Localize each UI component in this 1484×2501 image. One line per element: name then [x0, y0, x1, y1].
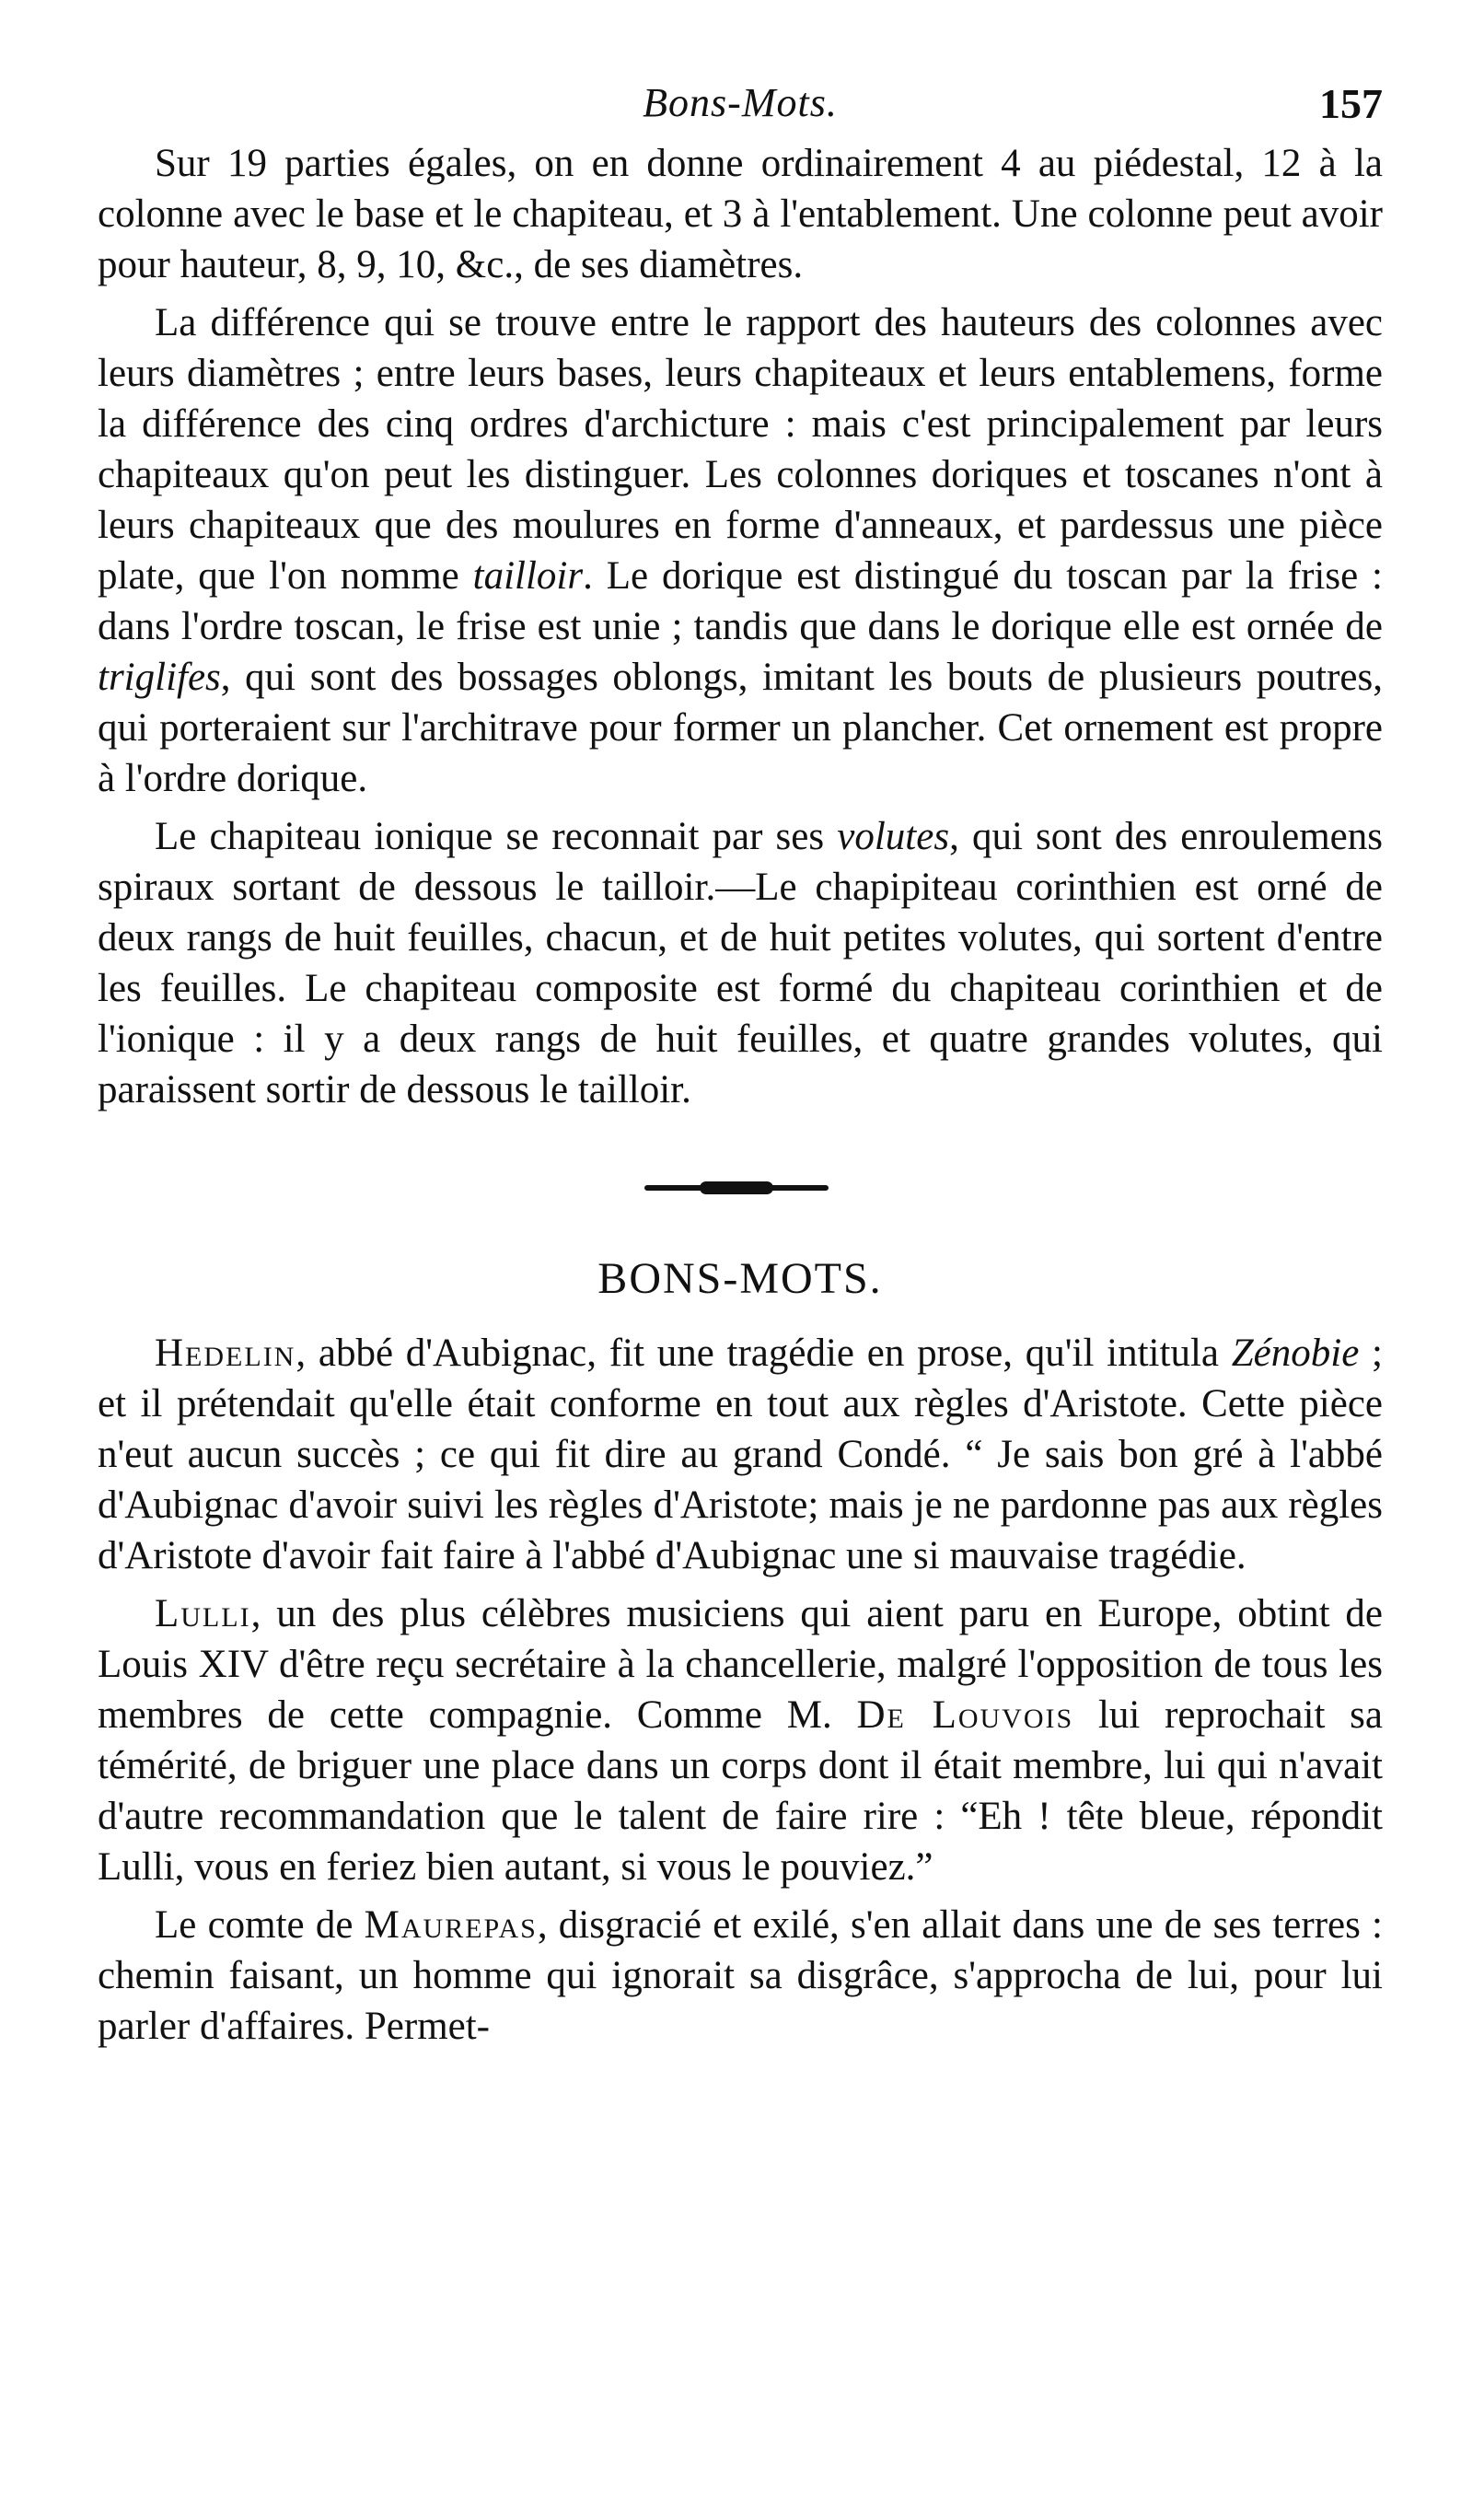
- italic-term-volutes: volutes: [837, 815, 950, 858]
- name-maurepas: Maurepas: [364, 1903, 538, 1947]
- italic-title-zenobie: Zénobie: [1231, 1332, 1360, 1375]
- paragraph-text: , qui sont des bossages oblongs, imitant les bouts de plusieurs poutres, qui porteraient sur l'architrave pour former un plancher. Cet ornement est propre à l'ordre dorique.: [98, 656, 1383, 800]
- italic-term-tailloir: tailloir: [472, 554, 584, 598]
- paragraph-text: Sur 19 parties égales, on en donne ordinairement 4 au piédestal, 12 à la colonne avec le base et le chapiteau, et 3 à l'entablement. Une colonne peut avoir pour hauteur, 8, 9, 10, &c., de ses diamètres.: [98, 142, 1383, 286]
- paragraph-text: Le chapiteau ionique se reconnait par ses: [155, 815, 838, 858]
- section-title: BONS-MOTS.: [597, 1254, 883, 1303]
- book-page: [98, 74, 1383, 2052]
- paragraph-text: lui reprochait sa témérité, de briguer une place dans un corps dont il était membre, lui qui n'avait d'autre recommandation que le talent de faire rire : “Eh ! tête bleue, répondit Lulli, vous en feriez bien autant, si vous le pouviez.”: [98, 1693, 1383, 1889]
- name-louvois: De Louvois: [856, 1693, 1074, 1737]
- paragraph-proportions: [98, 138, 1383, 290]
- page-header: [98, 74, 1383, 138]
- paragraph-text: ; et il prétendait qu'elle était conforme en tout aux règles d'Aristote. Cette pièce n'eut aucun succès ; ce qui fit dire au grand Condé. “ Je sais bon gré à l'abbé d'Aubignac d'avoir suivi les règles d'Aristote; mais je ne pardonne pas aux règles d'Aristote d'avoir fait faire à l'abbé d'Aubignac une si mauvaise tragédie.: [98, 1332, 1384, 1577]
- paragraph-text: Le comte de: [155, 1903, 365, 1947]
- paragraph-text: , disgracié et exilé, s'en allait dans une de ses terres : chemin faisant, un homme qui ignorait sa disgrâce, s'approcha de lui, pour lui parler d'affaires. Permet-: [98, 1903, 1383, 2048]
- running-head: Bons-Mots.: [643, 80, 838, 125]
- paragraph-lulli: [98, 1588, 1383, 1892]
- section-divider: [98, 1115, 1383, 1253]
- paragraph-text: , qui sont des enroulemens spiraux sortant de dessous le tailloir.—Le chapipiteau corinthien est orné de deux rangs de huit feuilles, chacun, et de huit petites volutes, qui sortent d'entre les feuilles. Le chapiteau composite est formé du chapiteau corinthien et de l'ionique : il y a deux rangs de huit feuilles, et quatre grandes volutes, qui paraissent sortir de dessous le tailloir.: [98, 815, 1383, 1111]
- page-number: 157: [1319, 80, 1383, 127]
- name-hedelin: Hedelin: [155, 1332, 296, 1375]
- italic-term-triglifes: triglifes: [98, 656, 221, 699]
- paragraph-orders: [98, 297, 1383, 804]
- name-lulli: Lulli: [155, 1592, 251, 1635]
- paragraph-text: , abbé d'Aubignac, fit une tragédie en prose, qu'il intitula: [296, 1332, 1232, 1375]
- divider-ornament: [700, 1181, 773, 1194]
- paragraph-hedelin: [98, 1328, 1383, 1581]
- paragraph-capitals: [98, 811, 1383, 1115]
- paragraph-text: . Le dorique est distingué du toscan par la frise : dans l'ordre toscan, le frise est unie ; tandis que dans le dorique elle est ornée de: [98, 554, 1383, 648]
- paragraph-text: La différence qui se trouve entre le rapport des hauteurs des colonnes avec leurs diamètres ; entre leurs bases, leurs chapiteaux et leurs entablemens, forme la différence des cinq ordres d'archicture : mais c'est principalement par leurs chapiteaux qu'on peut les distinguer. Les colonnes doriques et toscanes n'ont à leurs chapiteaux que des moulures en forme d'anneaux, et pardessus une pièce plate, que l'on nomme: [98, 301, 1383, 598]
- paragraph-maurepas: [98, 1900, 1383, 2052]
- paragraph-text: , un des plus célèbres musiciens qui aient paru en Europe, obtint de Louis XIV d'être reçu secrétaire à la chancellerie, malgré l'opposition de tous les membres de cette compagnie. Comme M.: [98, 1592, 1383, 1737]
